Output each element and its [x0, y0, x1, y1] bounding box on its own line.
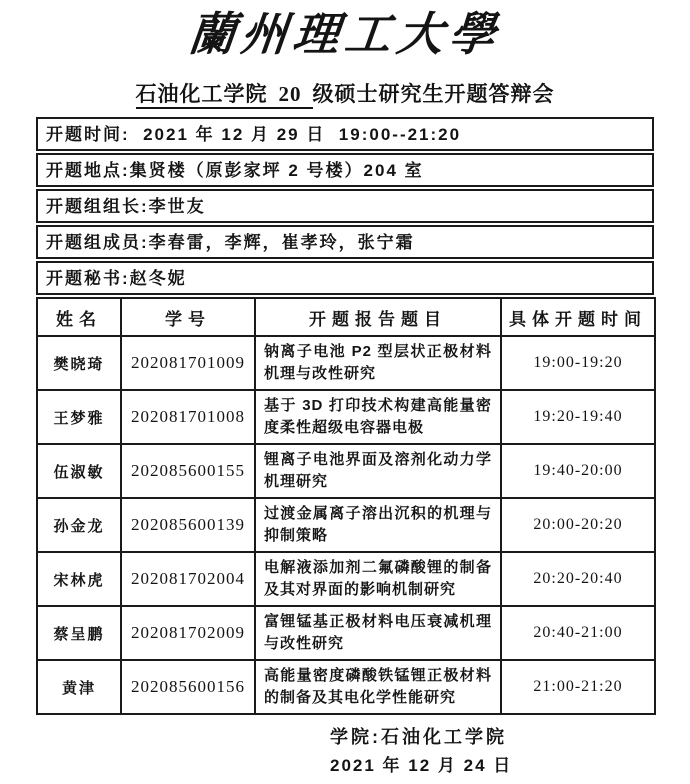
student-id: 202081701009	[121, 336, 255, 390]
table-row	[37, 390, 655, 444]
col-header-name: 姓名	[37, 298, 121, 336]
document-title	[0, 78, 690, 108]
topic-title: 基于 3D 打印技术构建高能量密度柔性超级电容器电极	[255, 390, 501, 444]
topic-title: 过渡金属离子溶出沉积的机理与抑制策略	[255, 498, 501, 552]
col-header-student-id: 学号	[121, 298, 255, 336]
table-row	[37, 552, 655, 606]
table-row	[37, 606, 655, 660]
title-college-underlined: 石油化工学院	[136, 83, 268, 109]
topic-title: 富锂锰基正极材料电压衰减机理与改性研究	[255, 606, 501, 660]
info-section	[36, 117, 654, 295]
student-name: 蔡呈鹏	[37, 606, 121, 660]
title-grade-underlined: 20	[268, 82, 313, 109]
col-header-time: 具体开题时间	[501, 298, 655, 336]
footer-college-line: 学院:石油化工学院	[330, 727, 507, 747]
student-name: 王梦雅	[37, 390, 121, 444]
student-name: 孙金龙	[37, 498, 121, 552]
info-row-committee-members: 开题组成员:李春雷，李辉，崔孝玲，张宁霜	[36, 225, 654, 259]
student-name: 樊晓琦	[37, 336, 121, 390]
topic-title: 高能量密度磷酸铁锰锂正极材料的制备及其电化学性能研究	[255, 660, 501, 714]
document-footer	[330, 723, 690, 781]
table-row	[37, 336, 655, 390]
defense-time-slot: 19:40-20:00	[501, 444, 655, 498]
defense-time-slot: 21:00-21:20	[501, 660, 655, 714]
col-header-topic: 开题报告题目	[255, 298, 501, 336]
info-row-secretary: 开题秘书:赵冬妮	[36, 261, 654, 295]
student-name: 宋林虎	[37, 552, 121, 606]
student-id: 202081702009	[121, 606, 255, 660]
student-id: 202085600155	[121, 444, 255, 498]
student-id: 202081701008	[121, 390, 255, 444]
table-row	[37, 660, 655, 714]
info-row-committee-chair: 开题组组长:李世友	[36, 189, 654, 223]
student-name: 黄津	[37, 660, 121, 714]
topic-title: 电解液添加剂二氟磷酸锂的制备及其对界面的影响机制研究	[255, 552, 501, 606]
defense-time-slot: 20:40-21:00	[501, 606, 655, 660]
table-header-row	[37, 298, 655, 336]
student-name: 伍淑敏	[37, 444, 121, 498]
footer-date-line: 2021 年 12 月 24 日	[330, 756, 513, 775]
defense-schedule-table	[36, 297, 656, 715]
title-rest: 级硕士研究生开题答辩会	[312, 83, 555, 106]
topic-title: 钠离子电池 P2 型层状正极材料机理与改性研究	[255, 336, 501, 390]
student-id: 202085600156	[121, 660, 255, 714]
defense-time-slot: 19:20-19:40	[501, 390, 655, 444]
student-id: 202085600139	[121, 498, 255, 552]
info-row-defense-location: 开题地点:集贤楼（原彭家坪 2 号楼）204 室	[36, 153, 654, 187]
info-row-defense-time: 开题时间: 2021 年 12 月 29 日 19:00--21:20	[36, 117, 654, 151]
student-id: 202081702004	[121, 552, 255, 606]
defense-time-slot: 20:00-20:20	[501, 498, 655, 552]
defense-time-slot: 20:20-20:40	[501, 552, 655, 606]
table-row	[37, 498, 655, 552]
topic-title: 锂离子电池界面及溶剂化动力学机理研究	[255, 444, 501, 498]
defense-time-slot: 19:00-19:20	[501, 336, 655, 390]
university-logo-calligraphy: 蘭州理工大學	[186, 7, 504, 61]
table-row	[37, 444, 655, 498]
